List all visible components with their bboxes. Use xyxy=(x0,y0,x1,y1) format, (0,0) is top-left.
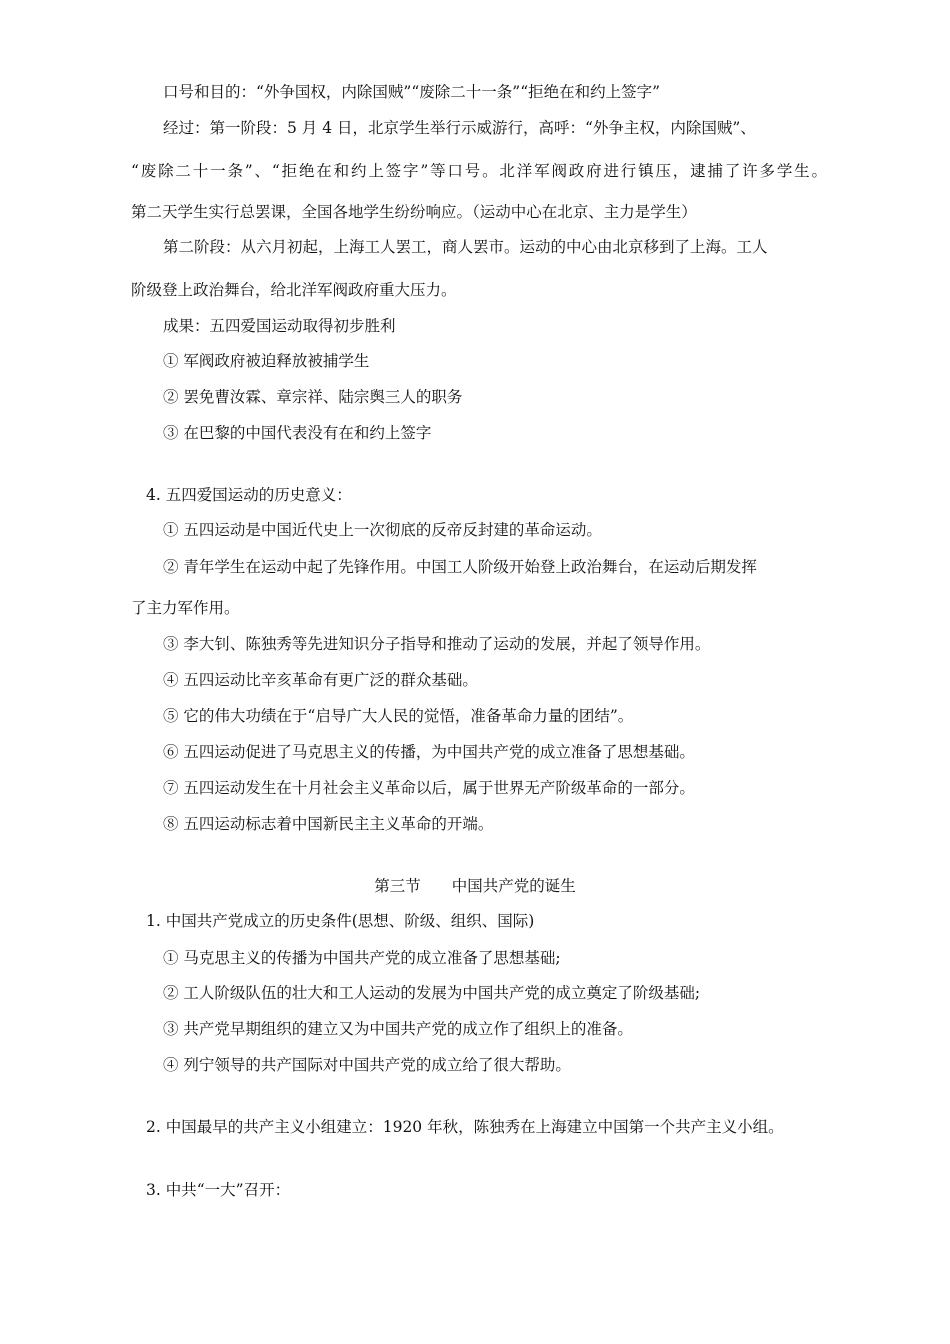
slogans-line: 口号和目的：“外争国权，内除国贼”“废除二十一条”“拒绝在和约上签字” xyxy=(163,83,661,101)
result-line: 成果：五四爱国运动取得初步胜利 xyxy=(163,317,396,335)
first-group-line: 2. 中国最早的共产主义小组建立：1920 年秋，陈独秀在上海建立中国第一个共产主义小组。 xyxy=(146,1118,784,1136)
chapter-title: 第三节 中国共产党的诞生 xyxy=(374,877,576,895)
result-item-1: ① 军阀政府被迫释放被捕学生 xyxy=(163,352,370,370)
significance-item-3: ③ 李大钊、陈独秀等先进知识分子指导和推动了运动的发展，并起了领导作用。 xyxy=(163,635,711,653)
significance-item-2-cont: 了主力军作用。 xyxy=(131,599,240,617)
result-item-3: ③ 在巴黎的中国代表没有在和约上签字 xyxy=(163,424,432,442)
conditions-heading: 1. 中国共产党成立的历史条件(思想、阶级、组织、国际) xyxy=(146,912,535,930)
condition-item-2: ② 工人阶级队伍的壮大和工人运动的发展为中国共产党的成立奠定了阶级基础; xyxy=(163,984,701,1002)
significance-item-4: ④ 五四运动比辛亥革命有更广泛的群众基础。 xyxy=(163,671,478,689)
significance-item-8: ⑧ 五四运动标志着中国新民主主义革命的开端。 xyxy=(163,815,494,833)
stage2-line-1: 第二阶段：从六月初起，上海工人罢工，商人罢市。运动的中心由北京移到了上海。工人 xyxy=(163,238,768,256)
process-line-2: “废除二十一条”、“拒绝在和约上签字”等口号。北洋军阀政府进行镇压，逮捕了许多学生。 xyxy=(131,162,827,180)
significance-item-7: ⑦ 五四运动发生在十月社会主义革命以后，属于世界无产阶级革命的一部分。 xyxy=(163,779,695,797)
stage2-line-2: 阶级登上政治舞台，给北洋军阀政府重大压力。 xyxy=(131,281,457,299)
condition-item-4: ④ 列宁领导的共产国际对中国共产党的成立给了很大帮助。 xyxy=(163,1056,571,1074)
significance-item-1: ① 五四运动是中国近代史上一次彻底的反帝反封建的革命运动。 xyxy=(163,521,602,539)
condition-item-1: ① 马克思主义的传播为中国共产党的成立准备了思想基础; xyxy=(163,949,561,967)
condition-item-3: ③ 共产党早期组织的建立又为中国共产党的成立作了组织上的准备。 xyxy=(163,1020,633,1038)
significance-item-6: ⑥ 五四运动促进了马克思主义的传播，为中国共产党的成立准备了思想基础。 xyxy=(163,743,695,761)
significance-heading: 4. 五四爱国运动的历史意义： xyxy=(146,486,352,504)
process-line-3: 第二天学生实行总罢课，全国各地学生纷纷响应。（运动中心在北京、主力是学生） xyxy=(131,203,697,221)
process-line-1: 经过：第一阶段：5 月 4 日，北京学生举行示威游行，高呼：“外争主权，内除国贼”、 xyxy=(163,119,756,137)
first-congress-line: 3. 中共“一大”召开： xyxy=(146,1181,291,1199)
result-item-2: ② 罢免曹汝霖、章宗祥、陆宗舆三人的职务 xyxy=(163,388,463,406)
significance-item-5: ⑤ 它的伟大功绩在于“启导广大人民的觉悟，准备革命力量的团结”。 xyxy=(163,707,634,725)
significance-item-2: ② 青年学生在运动中起了先锋作用。中国工人阶级开始登上政治舞台，在运动后期发挥 xyxy=(163,558,757,576)
